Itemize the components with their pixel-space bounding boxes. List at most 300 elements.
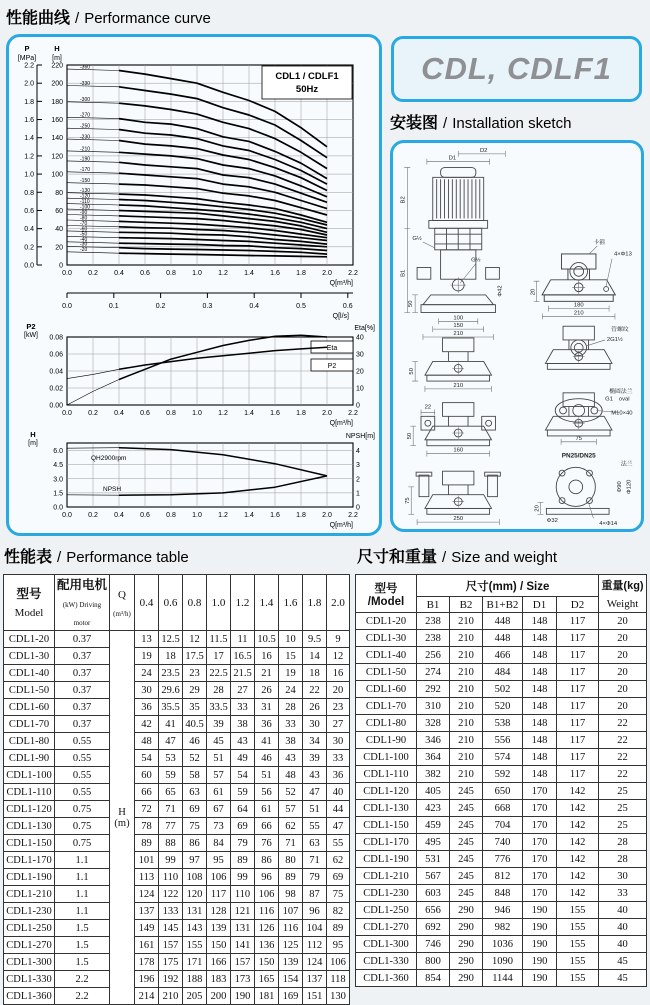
svg-text:Q[m³/h]: Q[m³/h]: [329, 420, 353, 427]
svg-text:-120: -120: [80, 193, 91, 200]
svg-text:2.2: 2.2: [348, 512, 358, 519]
svg-text:0: 0: [356, 402, 360, 410]
svg-text:0.04: 0.04: [49, 368, 63, 376]
col-b1: B1: [417, 597, 450, 613]
svg-text:2.2: 2.2: [348, 270, 358, 277]
svg-text:Q[m³/h]: Q[m³/h]: [329, 522, 353, 529]
svg-text:2.0: 2.0: [322, 512, 332, 519]
svg-text:P2: P2: [327, 363, 337, 370]
svg-text:NPSH: NPSH: [103, 486, 122, 493]
model-cell: CDL1-150: [4, 835, 55, 852]
svg-text:0: 0: [59, 262, 63, 270]
svg-text:0.2: 0.2: [24, 244, 34, 252]
svg-text:0.8: 0.8: [166, 270, 176, 277]
svg-text:2: 2: [356, 476, 360, 484]
svg-text:2.0: 2.0: [322, 270, 332, 277]
svg-text:-330: -330: [80, 80, 91, 87]
svg-text:-80: -80: [80, 215, 88, 222]
svg-text:1.6: 1.6: [270, 270, 280, 277]
pump-front-view: [400, 148, 505, 340]
motor-cell: 0.37: [55, 699, 110, 716]
dim-100: 100: [453, 315, 464, 322]
motor-cell: 1.1: [55, 903, 110, 920]
perf-table-row: CDL1-270 1.5 161 157 155 150 141 136 125 112 95: [4, 937, 350, 954]
motor-cell: 0.55: [55, 733, 110, 750]
svg-text:0.6: 0.6: [342, 303, 353, 310]
svg-text:-250: -250: [80, 123, 91, 130]
heading-zh: 安装图: [390, 115, 439, 132]
motor-cell: 1.1: [55, 852, 110, 869]
dim-50c: 50: [407, 432, 414, 440]
heading-en: Size and weight: [451, 549, 558, 566]
model-cell: CDL1-70: [4, 716, 55, 733]
svg-text:0.2: 0.2: [88, 512, 98, 519]
perf-table-row: CDL1-100 0.55 60 59 58 57 54 51 48 43 36: [4, 767, 350, 784]
model-cell: CDL1-210: [356, 868, 417, 885]
installation-sketch-drawing: [395, 146, 639, 528]
perf-table-row: CDL1-50 0.37 30 29.6 29 28 27 26 24 22 20: [4, 682, 350, 699]
svg-text:-70: -70: [80, 220, 88, 227]
label-m10x40: M10×40: [611, 410, 633, 417]
label-oval: oval: [618, 396, 630, 403]
dim-150: 150: [453, 323, 464, 330]
col-model: 型号 /Model: [356, 575, 417, 613]
svg-text:0.8: 0.8: [166, 410, 176, 417]
dim-20: 20: [530, 288, 537, 296]
dim-d2: D2: [479, 147, 488, 154]
heading-sep: /: [75, 10, 80, 27]
heading-zh: 性能曲线: [6, 10, 71, 27]
perf-table-row: CDL1-60 0.37 36 35.5 35 33.5 33 31 28 26 23: [4, 699, 350, 716]
size-table-row: CDL1-150 459 245 704 170 142 25: [356, 817, 647, 834]
model-cell: CDL1-110: [356, 766, 417, 783]
perf-table-row: CDL1-20 0.37 H (m) 13 12.5 12 11.5 11 10.5 10 9.5 9: [4, 631, 350, 648]
power-efficiency-chart: [13, 321, 375, 429]
svg-text:220: 220: [51, 62, 63, 70]
svg-text:0.6: 0.6: [24, 207, 34, 215]
perf-table-row: CDL1-120 0.75 72 71 69 67 64 61 57 51 44: [4, 801, 350, 818]
svg-text:H: H: [30, 430, 36, 439]
model-cell: CDL1-330: [356, 953, 417, 970]
model-cell: CDL1-190: [356, 851, 417, 868]
model-cell: CDL1-270: [356, 919, 417, 936]
col-q-2.0: 2.0: [327, 575, 350, 631]
perf-table-row: CDL1-150 0.75 89 88 86 84 79 76 71 63 55: [4, 835, 350, 852]
model-cell: CDL1-150: [356, 817, 417, 834]
col-group-size: 尺寸(mm) / Size: [417, 575, 599, 597]
perf-table-row: CDL1-80 0.55 48 47 46 45 43 41 38 34 30: [4, 733, 350, 750]
port-g-half-2: G½: [471, 257, 481, 264]
size-table-row: CDL1-330 800 290 1090 190 155 45: [356, 953, 647, 970]
col-q-1.4: 1.4: [255, 575, 279, 631]
motor-cell: 1.1: [55, 869, 110, 886]
svg-text:120: 120: [51, 153, 63, 161]
model-cell: CDL1-170: [356, 834, 417, 851]
svg-text:0.4: 0.4: [114, 410, 124, 417]
pipe-thread-view: [545, 325, 628, 369]
model-cell: CDL1-60: [356, 681, 417, 698]
motor-cell: 0.37: [55, 648, 110, 665]
size-table-row: CDL1-60 292 210 502 148 117 20: [356, 681, 647, 698]
svg-text:-100: -100: [80, 204, 91, 211]
dim-phi90: Φ90: [616, 481, 623, 493]
svg-text:40: 40: [356, 334, 364, 342]
svg-text:0.0: 0.0: [62, 512, 72, 519]
motor-cell: 1.1: [55, 886, 110, 903]
perf-table-row: CDL1-300 1.5 178 175 171 166 157 150 139 124 106: [4, 954, 350, 971]
performance-curve-panel: [6, 34, 382, 536]
col-q-1.0: 1.0: [207, 575, 231, 631]
motor-cell: 1.5: [55, 920, 110, 937]
svg-text:-130: -130: [80, 188, 91, 195]
port-g-half: G½: [412, 236, 422, 243]
svg-text:1.5: 1.5: [53, 490, 63, 498]
size-table-row: CDL1-190 531 245 776 170 142 28: [356, 851, 647, 868]
svg-text:4.5: 4.5: [53, 462, 63, 470]
col-q-1.2: 1.2: [231, 575, 255, 631]
perf-table-row: CDL1-210 1.1 124 122 120 117 110 106 98 87 75: [4, 886, 350, 903]
section-title-performance-table: [4, 544, 189, 567]
model-cell: CDL1-230: [4, 903, 55, 920]
svg-text:0.8: 0.8: [166, 512, 176, 519]
npsh-chart: [13, 429, 375, 531]
col-weight: 重量(kg) Weight: [599, 575, 647, 613]
dim-4x14: 4×Φ14: [599, 521, 618, 528]
svg-text:0.4: 0.4: [114, 512, 124, 519]
motor-cell: 0.55: [55, 767, 110, 784]
svg-text:0.3: 0.3: [202, 303, 213, 310]
svg-text:180: 180: [51, 98, 63, 106]
svg-text:1.0: 1.0: [192, 512, 202, 519]
svg-text:0.0: 0.0: [24, 262, 34, 270]
dim-210c: 210: [453, 382, 464, 389]
svg-text:NPSH[m]: NPSH[m]: [345, 433, 375, 440]
svg-text:3.0: 3.0: [53, 476, 63, 484]
svg-text:-90: -90: [80, 209, 88, 216]
svg-text:-150: -150: [80, 178, 91, 185]
model-cell: CDL1-30: [356, 630, 417, 647]
model-cell: CDL1-250: [356, 902, 417, 919]
model-cell: CDL1-20: [356, 613, 417, 630]
model-cell: CDL1-300: [356, 936, 417, 953]
dim-b1: B1: [400, 269, 407, 277]
size-table-row: CDL1-50 274 210 484 148 117 20: [356, 664, 647, 681]
svg-text:QH2900rpm: QH2900rpm: [91, 455, 127, 462]
svg-text:1.4: 1.4: [24, 135, 34, 143]
svg-text:Eta[%]: Eta[%]: [354, 325, 375, 332]
oval-flange-view: [545, 387, 633, 445]
svg-text:1: 1: [356, 490, 360, 498]
svg-text:100: 100: [51, 171, 63, 179]
dim-50: 50: [408, 300, 415, 307]
svg-text:1.2: 1.2: [218, 512, 228, 519]
size-table-row: CDL1-170 495 245 740 170 142 28: [356, 834, 647, 851]
model-cell: CDL1-100: [356, 749, 417, 766]
svg-text:40: 40: [55, 226, 63, 234]
section-title-size-weight: [357, 544, 557, 567]
svg-text:0.4: 0.4: [249, 303, 260, 310]
svg-text:[kW]: [kW]: [24, 332, 38, 339]
model-cell: CDL1-110: [4, 784, 55, 801]
svg-text:30: 30: [356, 351, 364, 359]
svg-text:0.1: 0.1: [108, 303, 119, 310]
svg-text:0.5: 0.5: [296, 303, 306, 310]
svg-text:2.0: 2.0: [24, 80, 34, 88]
svg-text:2.0: 2.0: [322, 410, 332, 417]
svg-text:H: H: [54, 44, 60, 53]
svg-text:0: 0: [356, 504, 360, 512]
svg-text:1.4: 1.4: [244, 512, 254, 519]
svg-text:Q[m³/h]: Q[m³/h]: [329, 280, 353, 287]
svg-text:1.6: 1.6: [270, 512, 280, 519]
model-cell: CDL1-120: [356, 783, 417, 800]
dim-20b: 20: [534, 505, 541, 512]
head-curves-chart: [13, 39, 375, 287]
svg-text:-40: -40: [80, 237, 88, 244]
model-cell: CDL1-210: [4, 886, 55, 903]
dim-phi42: Φ42: [497, 285, 504, 297]
perf-table-row: CDL1-360 2.2 214 210 205 200 190 181 169 151 130: [4, 988, 350, 1005]
size-table-row: CDL1-230 603 245 848 170 142 33: [356, 885, 647, 902]
svg-text:Q[l/s]: Q[l/s]: [332, 313, 349, 320]
dim-22: 22: [424, 404, 432, 411]
size-table-row: CDL1-20 238 210 448 148 117 20: [356, 613, 647, 630]
svg-text:6.0: 6.0: [53, 448, 63, 456]
flow-lps-axis: [13, 287, 375, 321]
perf-table-row: CDL1-250 1.5 149 145 143 139 131 126 116 104 89: [4, 920, 350, 937]
svg-text:-300: -300: [80, 97, 91, 104]
heading-zh: 尺寸和重量: [357, 549, 438, 566]
col-q-0.8: 0.8: [183, 575, 207, 631]
dim-75: 75: [575, 435, 582, 442]
model-cell: CDL1-130: [4, 818, 55, 835]
svg-text:1.2: 1.2: [24, 153, 34, 161]
svg-text:0.0: 0.0: [62, 410, 72, 417]
perf-table-row: CDL1-110 0.55 66 65 63 61 59 56 52 47 40: [4, 784, 350, 801]
model-cell: CDL1-80: [356, 715, 417, 732]
model-cell: CDL1-50: [4, 682, 55, 699]
size-header-row1: [356, 575, 647, 597]
size-table-row: CDL1-110 382 210 592 148 117 22: [356, 766, 647, 783]
head-unit-cell: H (m): [110, 631, 135, 1005]
svg-text:50Hz: 50Hz: [295, 84, 319, 95]
model-cell: CDL1-360: [4, 988, 55, 1005]
installation-sketch-panel: [390, 140, 644, 532]
model-cell: CDL1-20: [4, 631, 55, 648]
section-title-installation-sketch: [390, 110, 571, 133]
col-d1: D1: [523, 597, 557, 613]
motor-cell: 0.37: [55, 716, 110, 733]
svg-text:0.8: 0.8: [24, 189, 34, 197]
model-cell: CDL1-120: [4, 801, 55, 818]
svg-text:140: 140: [51, 135, 63, 143]
heading-sep: /: [57, 549, 62, 566]
heading-sep: /: [443, 115, 448, 132]
svg-text:20: 20: [55, 244, 63, 252]
svg-text:0.0: 0.0: [53, 504, 63, 512]
svg-text:1.8: 1.8: [296, 512, 306, 519]
svg-text:2.2: 2.2: [348, 410, 358, 417]
perf-table-row: CDL1-230 1.1 137 133 131 128 121 116 107 96 82: [4, 903, 350, 920]
svg-text:0.00: 0.00: [49, 402, 63, 410]
svg-text:CDL1 / CDLF1: CDL1 / CDLF1: [275, 71, 339, 82]
size-table-row: CDL1-270 692 290 982 190 155 40: [356, 919, 647, 936]
svg-text:160: 160: [51, 117, 63, 125]
motor-cell: 0.37: [55, 682, 110, 699]
svg-text:0.4: 0.4: [24, 226, 34, 234]
size-table-row: CDL1-130 423 245 668 170 142 25: [356, 800, 647, 817]
svg-text:1.8: 1.8: [24, 98, 34, 106]
svg-text:4: 4: [356, 448, 360, 456]
motor-cell: 0.37: [55, 631, 110, 648]
svg-text:0.2: 0.2: [88, 410, 98, 417]
base-view-50-210: [409, 338, 491, 392]
section-title-performance-curve: [6, 5, 211, 28]
col-q-0.4: 0.4: [135, 575, 159, 631]
col-q-0.6: 0.6: [159, 575, 183, 631]
model-cell: CDL1-90: [4, 750, 55, 767]
perf-header-row: [4, 575, 350, 631]
perf-table-row: CDL1-170 1.1 101 99 97 95 89 86 80 71 62: [4, 852, 350, 869]
model-cell: CDL1-40: [4, 665, 55, 682]
svg-text:-210: -210: [80, 146, 91, 153]
svg-text:1.0: 1.0: [192, 270, 202, 277]
svg-text:-110: -110: [80, 199, 90, 205]
svg-text:[m]: [m]: [52, 55, 62, 62]
size-table-row: CDL1-90 346 210 556 148 117 22: [356, 732, 647, 749]
model-cell: CDL1-270: [4, 937, 55, 954]
col-model: 型号 Model: [4, 575, 55, 631]
model-cell: CDL1-40: [356, 647, 417, 664]
svg-text:0.2: 0.2: [155, 303, 166, 310]
svg-text:1.2: 1.2: [218, 270, 228, 277]
svg-text:-50: -50: [80, 231, 88, 238]
label-thread-spec: 2G1½: [606, 336, 623, 343]
dim-4x13: 4×Φ13: [613, 251, 632, 258]
svg-text:0.0: 0.0: [62, 270, 72, 277]
motor-cell: 0.75: [55, 801, 110, 818]
svg-text:1.0: 1.0: [24, 171, 34, 179]
col-b2: B2: [450, 597, 483, 613]
dim-75b: 75: [405, 497, 412, 504]
motor-cell: 0.75: [55, 818, 110, 835]
dim-phi32: Φ32: [546, 518, 558, 525]
size-table-row: CDL1-120 405 245 650 170 142 25: [356, 783, 647, 800]
svg-text:0.6: 0.6: [140, 270, 150, 277]
svg-text:-230: -230: [80, 134, 91, 141]
dim-180: 180: [573, 302, 584, 309]
svg-text:20: 20: [356, 368, 364, 376]
svg-text:-60: -60: [80, 226, 88, 233]
svg-text:60: 60: [55, 207, 63, 215]
size-table-row: CDL1-360 854 290 1144 190 155 45: [356, 970, 647, 987]
heading-en: Performance curve: [84, 10, 211, 27]
round-flange-view: [535, 452, 633, 527]
model-cell: CDL1-360: [356, 970, 417, 987]
dim-210b: 210: [573, 310, 584, 317]
dim-160: 160: [453, 447, 464, 454]
model-cell: CDL1-30: [4, 648, 55, 665]
svg-text:[m]: [m]: [28, 440, 38, 447]
svg-text:200: 200: [51, 80, 63, 88]
svg-text:Eta: Eta: [326, 345, 338, 352]
size-weight-table-body: [356, 613, 647, 987]
product-title-box: [391, 36, 642, 102]
size-table-row: CDL1-210 567 245 812 170 142 30: [356, 868, 647, 885]
label-pn25: PN25/DN25: [561, 452, 596, 460]
perf-table-row: CDL1-90 0.55 54 53 52 51 49 46 43 39 33: [4, 750, 350, 767]
model-cell: CDL1-230: [356, 885, 417, 902]
motor-cell: 0.75: [55, 835, 110, 852]
label-oval-flange: 椭圆法兰: [609, 388, 633, 395]
svg-text:1.0: 1.0: [192, 410, 202, 417]
model-cell: CDL1-100: [4, 767, 55, 784]
performance-table: [3, 574, 350, 1005]
model-cell: CDL1-190: [4, 869, 55, 886]
label-flange: 法兰: [620, 461, 633, 468]
svg-text:P2: P2: [26, 322, 36, 331]
model-cell: CDL1-50: [356, 664, 417, 681]
model-cell: CDL1-170: [4, 852, 55, 869]
dim-210: 210: [453, 331, 464, 338]
dim-b2: B2: [400, 196, 407, 204]
label-g1: G1: [605, 396, 613, 403]
size-weight-table: [355, 574, 647, 987]
heading-en: Performance table: [66, 549, 189, 566]
svg-text:1.6: 1.6: [270, 410, 280, 417]
svg-text:0.2: 0.2: [88, 270, 98, 277]
dim-d1: D1: [448, 155, 457, 162]
model-cell: CDL1-300: [4, 954, 55, 971]
dim-50b: 50: [409, 368, 416, 375]
svg-text:[MPa]: [MPa]: [17, 55, 37, 62]
col-motor: 配用电机 (kW) Driving motor: [55, 575, 110, 631]
motor-cell: 0.37: [55, 665, 110, 682]
motor-cell: 0.55: [55, 750, 110, 767]
size-table-row: CDL1-70 310 210 520 148 117 20: [356, 698, 647, 715]
motor-cell: 2.2: [55, 988, 110, 1005]
base-view-22-50-160: [407, 403, 495, 457]
label-clamp: 卡箍: [593, 239, 606, 246]
svg-text:2.2: 2.2: [24, 62, 34, 70]
col-flow: Q (m³/h): [110, 575, 135, 631]
clamp-view: [531, 238, 632, 319]
col-q-1.6: 1.6: [279, 575, 303, 631]
heading-zh: 性能表: [4, 549, 53, 566]
perf-table-row: CDL1-190 1.1 113 110 108 106 99 96 89 79 69: [4, 869, 350, 886]
performance-table-body: [4, 631, 350, 1005]
label-pipe-thread: 管螺纹: [611, 327, 629, 334]
motor-cell: 1.5: [55, 937, 110, 954]
svg-text:10: 10: [356, 385, 364, 393]
dim-phi120: Φ120: [626, 479, 633, 495]
svg-text:P: P: [24, 44, 30, 53]
model-cell: CDL1-80: [4, 733, 55, 750]
size-table-row: CDL1-300 746 290 1036 190 155 40: [356, 936, 647, 953]
svg-text:1.4: 1.4: [244, 270, 254, 277]
svg-text:1.4: 1.4: [244, 410, 254, 417]
col-d2: D2: [557, 597, 599, 613]
perf-table-row: CDL1-40 0.37 24 23.5 23 22.5 21.5 21 19 18 16: [4, 665, 350, 682]
svg-text:0.02: 0.02: [49, 385, 63, 393]
perf-table-row: CDL1-130 0.75 78 77 75 73 69 66 62 55 47: [4, 818, 350, 835]
size-table-row: CDL1-250 656 290 946 190 155 40: [356, 902, 647, 919]
perf-table-row: CDL1-30 0.37 19 18 17.5 17 16.5 16 15 14 12: [4, 648, 350, 665]
motor-cell: 1.5: [55, 954, 110, 971]
base-view-75-250: [405, 471, 500, 525]
svg-text:1.8: 1.8: [296, 270, 306, 277]
svg-text:-270: -270: [80, 112, 91, 119]
